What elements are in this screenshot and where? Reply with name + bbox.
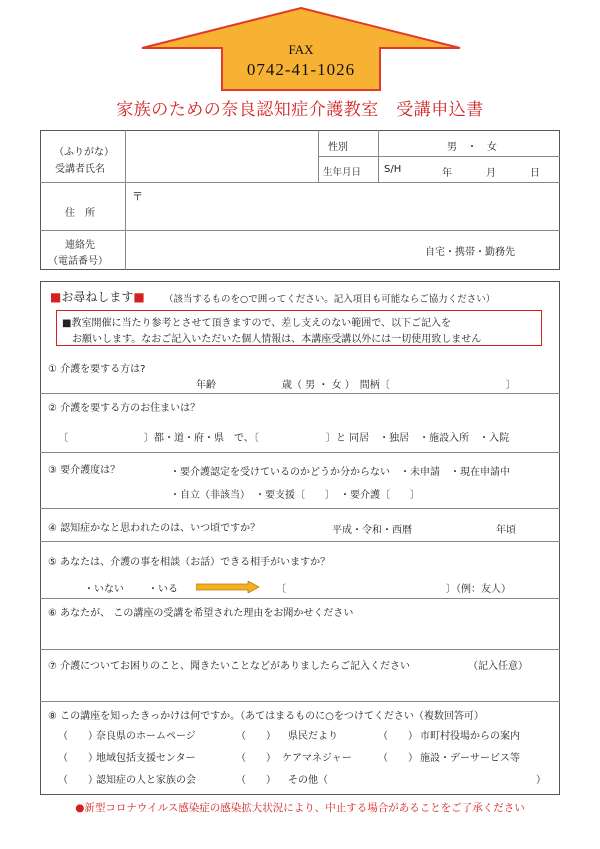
contact-type-options[interactable]: 自宅・携帯・勤務先 bbox=[425, 247, 515, 258]
q8-check-4[interactable]: （ ） bbox=[58, 753, 98, 764]
fax-label: FAX bbox=[288, 42, 314, 57]
q5-open-bracket: 〔 bbox=[276, 584, 286, 595]
q8-check-3[interactable]: （ ） bbox=[378, 731, 418, 742]
gender-options[interactable]: 男 ・ 女 bbox=[447, 142, 497, 153]
phone-field[interactable] bbox=[127, 232, 417, 269]
contact-label: 連絡先 bbox=[65, 240, 95, 251]
q8-item-3: 市町村役場からの案内 bbox=[420, 731, 520, 742]
q1-sex-relation[interactable]: 歳（ 男 ・ 女 ） 間柄〔 bbox=[282, 380, 390, 391]
q5-arrow-icon bbox=[196, 581, 260, 593]
q8-check-8[interactable]: （ ） bbox=[236, 775, 276, 786]
q4-text: ④ 認知症かなと思われたのは、いつ頃ですか？ bbox=[48, 523, 261, 534]
name-field[interactable] bbox=[127, 131, 317, 181]
q8-item-8: その他（ bbox=[288, 775, 328, 786]
address-label: 住 所 bbox=[65, 208, 95, 219]
q8-check-6[interactable]: （ ） bbox=[378, 753, 418, 764]
q5-yes-option[interactable]: ・いる bbox=[148, 584, 178, 595]
heading-note: （該当するものを○で囲ってください。記入項目も可能ならご協力ください） bbox=[164, 294, 496, 305]
q8-other-field[interactable] bbox=[330, 769, 530, 784]
q7-text: ⑦ 介護についてお困りのこと、聞きたいことなどがありましたらご記入ください bbox=[48, 661, 410, 672]
q2-open-bracket: 〔 bbox=[58, 433, 68, 444]
q8-item-1: 奈良県のホームページ bbox=[96, 731, 196, 742]
q1-age-label: 年齢 bbox=[196, 380, 216, 391]
heading-text: お尋ねします bbox=[61, 290, 134, 304]
q8-item-4: 地域包括支援センター bbox=[96, 753, 196, 764]
q8-check-2[interactable]: （ ） bbox=[236, 731, 276, 742]
q7-answer-field[interactable] bbox=[44, 673, 556, 697]
name-label: 受講者氏名 bbox=[55, 164, 105, 175]
q8-item-7: 認知症の人と家族の会 bbox=[96, 775, 196, 786]
birth-year: 年 bbox=[442, 168, 452, 179]
notice-line-1: ■教室開催に当たり参考とさせて頂きますので、差し支えのない範囲で、以下ご記入を bbox=[62, 318, 452, 329]
q8-check-5[interactable]: （ ） bbox=[236, 753, 276, 764]
fax-number: 0742-41-1026 bbox=[246, 60, 356, 79]
birth-month: 月 bbox=[486, 168, 496, 179]
birth-day: 日 bbox=[530, 168, 540, 179]
q2-text: ② 介護を要する方のお住まいは？ bbox=[48, 403, 201, 414]
q4-year: 年頃 bbox=[496, 525, 516, 536]
q8-other-close: ） bbox=[536, 775, 546, 786]
furigana-label: （ふりがな） bbox=[54, 147, 114, 158]
q5-none-option[interactable]: ・いない bbox=[84, 584, 124, 595]
q8-text: ⑧ この講座を知ったきっかけは何ですか。（あてはまるものに○をつけてください（複数回答可） bbox=[48, 711, 484, 722]
survey-heading bbox=[50, 288, 145, 305]
q6-text: ⑥ あなたが、 この講座の受講を希望された理由をお聞かせください bbox=[48, 608, 354, 619]
address-field[interactable] bbox=[127, 184, 559, 229]
q6-answer-field[interactable] bbox=[44, 620, 556, 646]
q8-item-5: ケアマネジャー bbox=[282, 753, 352, 764]
heading-marker-icon: ■ bbox=[50, 290, 62, 304]
q5-close-example: 〕（例：友人） bbox=[446, 584, 511, 595]
q4-era-options[interactable]: 平成・令和・西暦 bbox=[332, 525, 412, 536]
q2-living-options[interactable]: 〕と 同居 ・独居 ・施設入所 ・入院 bbox=[326, 433, 510, 444]
heading-marker-icon-2: ■ bbox=[133, 290, 145, 304]
q3-options-1[interactable]: ・要介護認定を受けているのかどうか分からない ・未申請 ・現在申請中 bbox=[170, 467, 510, 478]
q8-check-1[interactable]: （ ） bbox=[58, 731, 98, 742]
q1-close-bracket: 〕 bbox=[506, 380, 516, 391]
fax-banner bbox=[140, 0, 462, 92]
q3-options-2[interactable]: ・自立（非該当） ・要支援〔 〕 ・要介護〔 〕 bbox=[170, 490, 420, 501]
notice-line-2: お願いします。なおご記入いただいた個人情報は、本講座受講以外には一切使用致しません bbox=[72, 334, 482, 345]
phone-label: （電話番号） bbox=[48, 256, 108, 267]
q2-prefecture[interactable]: 〕都・道・府・県 で、〔 bbox=[144, 433, 259, 444]
q1-text: ① 介護を要する方は? bbox=[48, 364, 146, 375]
q8-item-6: 施設・デーサービス等 bbox=[420, 753, 520, 764]
q3-text: ③ 要介護度は？ bbox=[48, 465, 121, 476]
footer-notice: ●新型コロナウイルス感染症の感染拡大状況により、中止する場合があることをご了承ください bbox=[75, 802, 525, 814]
birth-label: 生年月日 bbox=[323, 167, 362, 178]
q5-text: ⑤ あなたは、介護の事を相談（お話）できる相手がいますか？ bbox=[48, 557, 331, 568]
q8-item-2: 県民だより bbox=[288, 731, 338, 742]
form-title: 家族のための奈良認知症介護教室 受講申込書 bbox=[116, 100, 484, 120]
q8-check-7[interactable]: （ ） bbox=[58, 775, 98, 786]
gender-label: 性別 bbox=[328, 142, 348, 153]
postal-mark: 〒 bbox=[132, 190, 143, 203]
birth-era[interactable]: S/H bbox=[384, 164, 402, 175]
q5-person-field[interactable] bbox=[290, 578, 440, 593]
q7-note: （記入任意） bbox=[468, 661, 528, 672]
